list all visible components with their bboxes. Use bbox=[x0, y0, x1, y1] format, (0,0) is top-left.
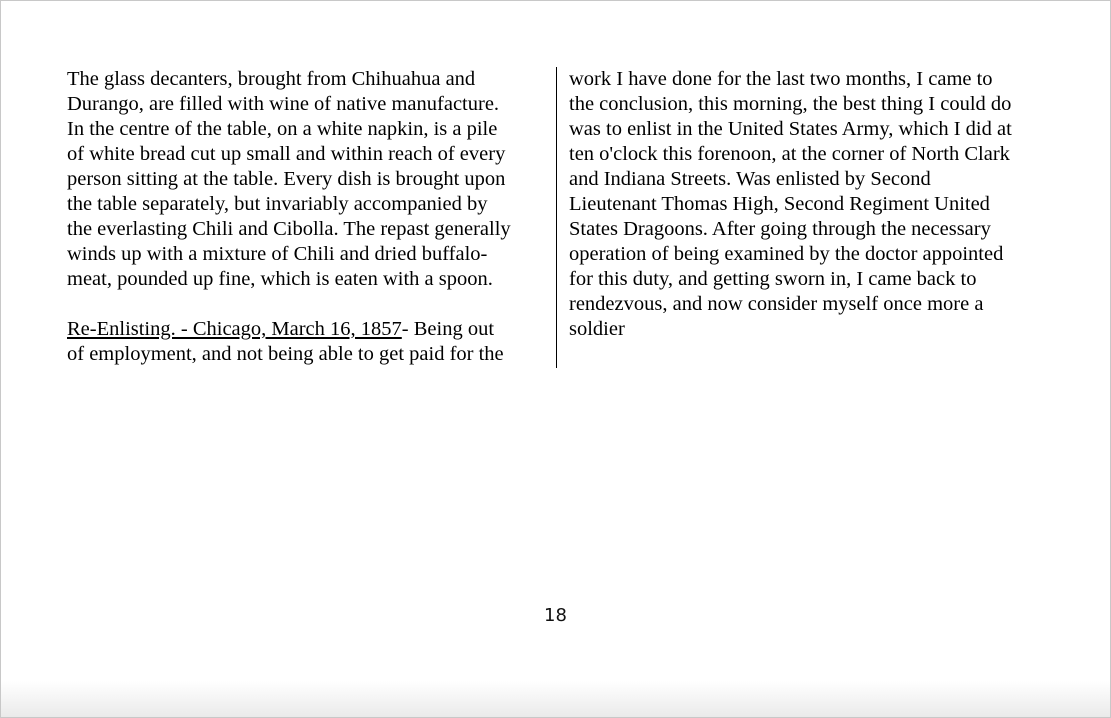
section-heading: Re-Enlisting. - Chicago, March 16, 1857 bbox=[67, 318, 402, 340]
right-column bbox=[569, 67, 1049, 342]
section-heading-line bbox=[67, 317, 547, 342]
text-line: work I have done for the last two months, I came to bbox=[569, 68, 993, 90]
page-number: 18 bbox=[544, 605, 567, 626]
paragraph-gap bbox=[67, 292, 547, 317]
text-line: of white bread cut up small and within reach of every bbox=[67, 143, 506, 165]
heading-tail-text: - Being out bbox=[401, 318, 495, 340]
text-line: States Dragoons. After going through the necessary bbox=[569, 218, 991, 240]
text-line: and Indiana Streets. Was enlisted by Second bbox=[569, 168, 931, 190]
text-line: Durango, are filled with wine of native manufacture. bbox=[67, 93, 500, 115]
text-line: ten o'clock this forenoon, at the corner of North Clark bbox=[569, 143, 1010, 165]
text-line: Lieutenant Thomas High, Second Regiment United bbox=[569, 193, 990, 215]
text-line: winds up with a mixture of Chili and dried buffalo- bbox=[67, 243, 488, 265]
text-line: operation of being examined by the doctor appointed bbox=[569, 243, 1004, 265]
text-line: rendezvous, and now consider myself once more a bbox=[569, 293, 984, 315]
text-line: was to enlist in the United States Army, which I did at bbox=[569, 118, 1012, 140]
text-line: of employment, and not being able to get paid for the bbox=[67, 343, 504, 365]
text-line: soldier bbox=[569, 318, 625, 340]
text-line: In the centre of the table, on a white napkin, is a pile bbox=[67, 118, 498, 140]
text-line: the conclusion, this morning, the best thing I could do bbox=[569, 93, 1012, 115]
text-line: the table separately, but invariably accompanied by bbox=[67, 193, 488, 215]
text-line: meat, pounded up fine, which is eaten with a spoon. bbox=[67, 268, 493, 290]
column-divider bbox=[556, 67, 557, 368]
text-line: The glass decanters, brought from Chihuahua and bbox=[67, 68, 476, 90]
text-line: the everlasting Chili and Cibolla. The repast generally bbox=[67, 218, 511, 240]
text-line: person sitting at the table. Every dish is brought upon bbox=[67, 168, 506, 190]
text-line: for this duty, and getting sworn in, I came back to bbox=[569, 268, 977, 290]
left-column bbox=[67, 67, 547, 367]
